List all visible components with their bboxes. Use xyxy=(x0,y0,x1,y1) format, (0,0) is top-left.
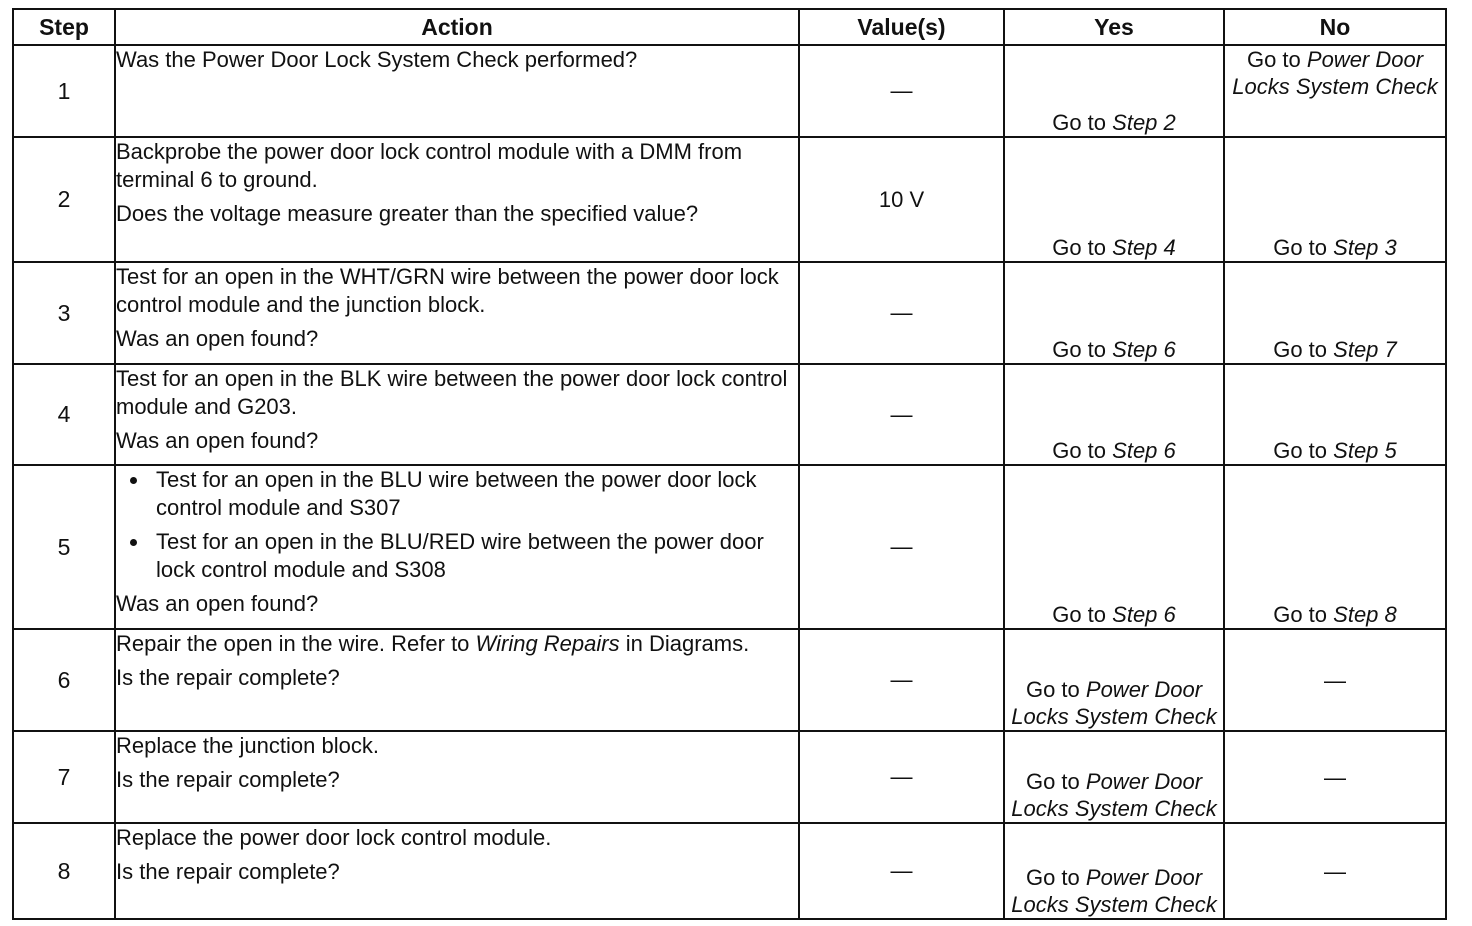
header-step: Step xyxy=(13,9,115,45)
action-text: Replace the junction block. xyxy=(116,733,379,758)
no-cell xyxy=(1224,629,1446,731)
action-question: Is the repair complete? xyxy=(116,665,340,690)
no-step-link[interactable]: Power Door Locks System Check xyxy=(1232,47,1438,99)
no-lead: — xyxy=(1324,858,1346,884)
table-row xyxy=(13,731,1446,823)
action-bullet-list xyxy=(116,466,798,584)
yes-lead: Go to xyxy=(1052,235,1107,260)
yes-cell xyxy=(1004,629,1224,731)
no-cell xyxy=(1224,137,1446,262)
action-cell xyxy=(115,629,799,731)
value-cell: — xyxy=(799,731,1004,823)
header-yes: Yes xyxy=(1004,9,1224,45)
yes-lead: Go to xyxy=(1052,438,1107,463)
action-bullet: • Test for an open in the BLU/RED wire between the power door lock control module and S308 xyxy=(150,528,798,584)
action-cell xyxy=(115,731,799,823)
action-cell xyxy=(115,823,799,919)
value-cell: — xyxy=(799,629,1004,731)
yes-cell xyxy=(1004,731,1224,823)
yes-lead: Go to xyxy=(1052,602,1107,627)
step-number: 1 xyxy=(13,45,115,137)
table-row xyxy=(13,823,1446,919)
action-question: Was an open found? xyxy=(116,428,319,453)
action-text xyxy=(116,630,798,658)
header-no: No xyxy=(1224,9,1446,45)
action-text: Test for an open in the WHT/GRN wire between the power door lock control module and the junction block. xyxy=(116,264,779,317)
yes-cell xyxy=(1004,137,1224,262)
yes-step-link[interactable]: Power Door Locks System Check xyxy=(1011,769,1217,821)
no-cell xyxy=(1224,262,1446,364)
no-lead: Go to xyxy=(1273,235,1328,260)
value-cell: — xyxy=(799,45,1004,137)
no-lead: — xyxy=(1324,764,1346,790)
yes-lead: Go to xyxy=(1025,769,1080,794)
yes-step-link[interactable]: Power Door Locks System Check xyxy=(1011,865,1217,917)
header-values: Value(s) xyxy=(799,9,1004,45)
yes-cell xyxy=(1004,364,1224,465)
table-row xyxy=(13,364,1446,465)
step-number: 2 xyxy=(13,137,115,262)
yes-lead: Go to xyxy=(1052,110,1107,135)
action-question: Is the repair complete? xyxy=(116,767,340,792)
no-step-link[interactable]: Step 3 xyxy=(1333,235,1397,260)
no-lead: — xyxy=(1324,667,1346,693)
header-action: Action xyxy=(115,9,799,45)
no-cell xyxy=(1224,364,1446,465)
action-text: Backprobe the power door lock control module with a DMM from terminal 6 to ground. xyxy=(116,139,743,192)
yes-step-link[interactable]: Power Door Locks System Check xyxy=(1011,677,1217,729)
step-number: 4 xyxy=(13,364,115,465)
action-bullet: • Test for an open in the BLU wire between the power door lock control module and S307 xyxy=(150,466,798,522)
table-row xyxy=(13,45,1446,137)
step-number: 6 xyxy=(13,629,115,731)
action-cell xyxy=(115,262,799,364)
action-text: Test for an open in the BLK wire between the power door lock control module and G203. xyxy=(116,366,788,419)
yes-cell xyxy=(1004,823,1224,919)
action-cell xyxy=(115,45,799,137)
no-cell xyxy=(1224,45,1446,137)
value-cell: 10 V xyxy=(799,137,1004,262)
no-step-link[interactable]: Step 5 xyxy=(1333,438,1397,463)
step-number: 7 xyxy=(13,731,115,823)
no-step-link[interactable]: Step 7 xyxy=(1333,337,1397,362)
action-cell xyxy=(115,137,799,262)
action-question: Was an open found? xyxy=(116,326,319,351)
header-row xyxy=(13,9,1446,45)
yes-lead: Go to xyxy=(1025,677,1080,702)
no-step-link[interactable]: Step 8 xyxy=(1333,602,1397,627)
table-row xyxy=(13,465,1446,629)
table-row xyxy=(13,629,1446,731)
action-text-pre: Repair the open in the wire. Refer to xyxy=(116,631,476,656)
no-lead: Go to xyxy=(1273,602,1328,627)
value-cell: — xyxy=(799,262,1004,364)
value-cell: — xyxy=(799,823,1004,919)
table-row xyxy=(13,137,1446,262)
no-cell xyxy=(1224,731,1446,823)
yes-step-link[interactable]: Step 4 xyxy=(1112,235,1176,260)
yes-lead: Go to xyxy=(1025,865,1080,890)
yes-lead: Go to xyxy=(1052,337,1107,362)
action-question: Is the repair complete? xyxy=(116,859,340,884)
action-cell xyxy=(115,465,799,629)
yes-cell xyxy=(1004,45,1224,137)
yes-step-link[interactable]: Step 6 xyxy=(1112,438,1176,463)
yes-cell xyxy=(1004,262,1224,364)
no-cell xyxy=(1224,465,1446,629)
yes-step-link[interactable]: Step 6 xyxy=(1112,337,1176,362)
action-question: Does the voltage measure greater than the specified value? xyxy=(116,201,699,226)
value-cell: — xyxy=(799,364,1004,465)
yes-step-link[interactable]: Step 6 xyxy=(1112,602,1176,627)
yes-step-link[interactable]: Step 2 xyxy=(1112,110,1176,135)
step-number: 3 xyxy=(13,262,115,364)
no-lead: Go to xyxy=(1273,337,1328,362)
wiring-repairs-link[interactable]: Wiring Repairs xyxy=(475,631,620,656)
no-lead: Go to xyxy=(1273,438,1328,463)
step-number: 8 xyxy=(13,823,115,919)
no-cell xyxy=(1224,823,1446,919)
yes-cell xyxy=(1004,465,1224,629)
table-row xyxy=(13,262,1446,364)
action-question: Was an open found? xyxy=(116,591,319,616)
diagnostic-table-container xyxy=(12,8,1446,920)
action-text: Was the Power Door Lock System Check performed? xyxy=(116,47,638,72)
action-text: Replace the power door lock control module. xyxy=(116,825,552,850)
step-number: 5 xyxy=(13,465,115,629)
no-lead: Go to xyxy=(1246,47,1301,72)
action-text-post: in Diagrams. xyxy=(619,631,750,656)
diagnostic-table xyxy=(12,8,1447,920)
value-cell: — xyxy=(799,465,1004,629)
action-cell xyxy=(115,364,799,465)
